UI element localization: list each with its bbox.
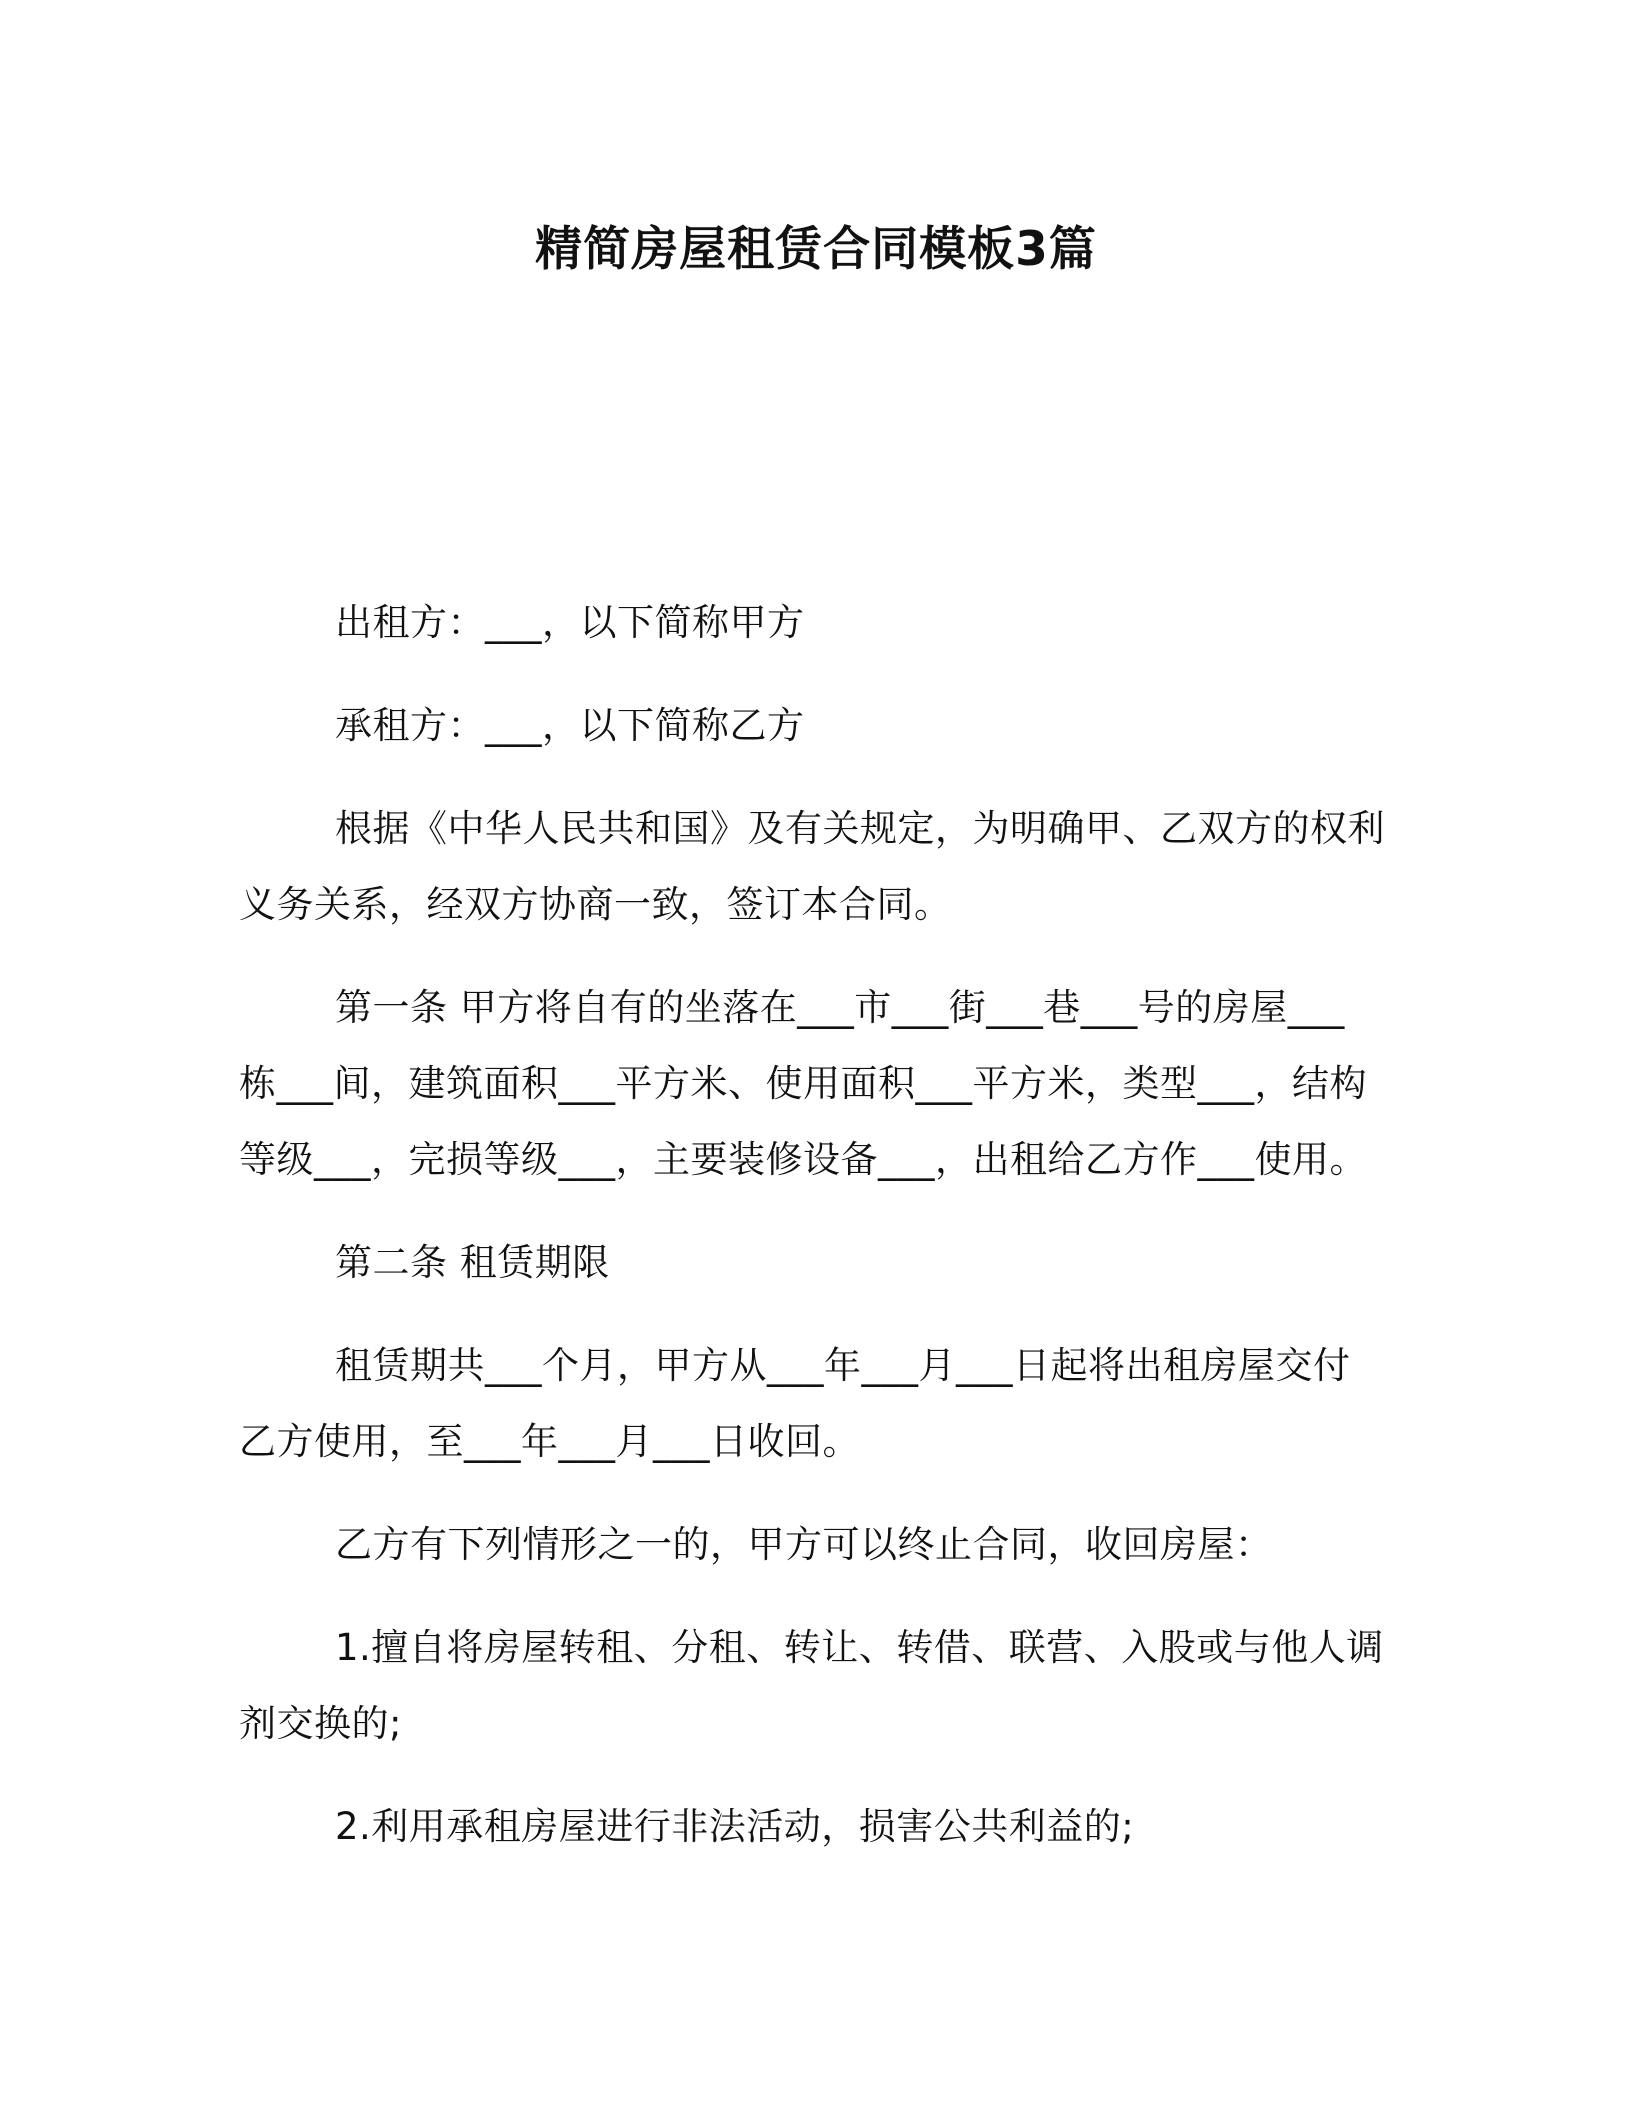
- document-title: 精简房屋租赁合同模板3篇: [535, 222, 1097, 277]
- lessee-paragraph: 承租方：___，以下简称乙方: [335, 704, 805, 747]
- termination-intro-paragraph: 乙方有下列情形之一的，甲方可以终止合同，收回房屋：: [335, 1523, 1273, 1566]
- article-2-heading: 第二条 租赁期限: [335, 1241, 610, 1284]
- preamble-line: 根据《中华人民共和国》及有关规定，为明确甲、乙双方的权利: [335, 807, 1385, 850]
- lessor-paragraph: 出租方：___，以下简称甲方: [335, 601, 805, 644]
- lease-term-paragraph: [239, 1328, 1394, 1480]
- preamble-paragraph: [239, 791, 1394, 943]
- termination-item-1: [239, 1610, 1394, 1762]
- preamble-line: 义务关系，经双方协商一致，签订本合同。: [239, 883, 952, 926]
- article-1-paragraph: [239, 970, 1394, 1198]
- lease-term-line: 租赁期共___个月，甲方从___年___月___日起将出租房屋交付: [335, 1344, 1351, 1387]
- termination-item-2: 2.利用承租房屋进行非法活动，损害公共利益的;: [335, 1805, 1135, 1848]
- article-1-line: 等级___，完损等级___，主要装修设备___，出租给乙方作___使用。: [239, 1138, 1367, 1181]
- article-1-line: 第一条 甲方将自有的坐落在___市___街___巷___号的房屋___: [335, 986, 1345, 1029]
- termination-item-line: 剂交换的;: [239, 1702, 402, 1745]
- lease-term-line: 乙方使用，至___年___月___日收回。: [239, 1420, 860, 1463]
- document-body: [239, 585, 1394, 1892]
- article-1-line: 栋___间，建筑面积___平方米、使用面积___平方米，类型___，结构: [239, 1062, 1367, 1105]
- termination-item-line: 1.擅自将房屋转租、分租、转让、转借、联营、入股或与他人调: [335, 1626, 1384, 1669]
